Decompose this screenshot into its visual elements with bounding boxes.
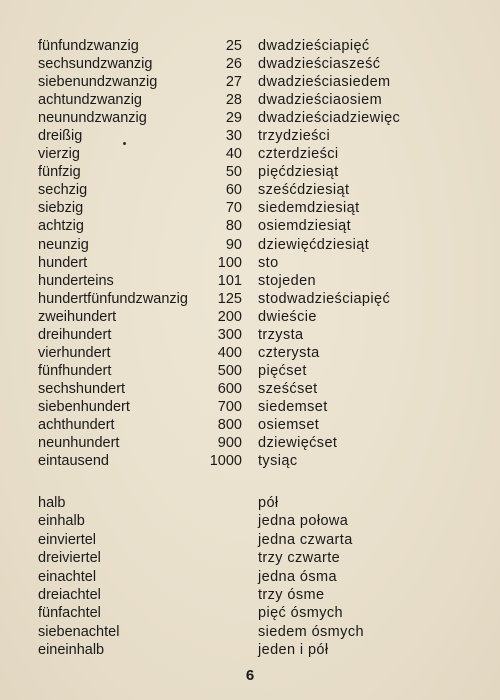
polish-word: czterdzieści <box>258 146 339 163</box>
table-row <box>0 416 500 434</box>
table-row <box>0 254 500 272</box>
table-row <box>0 549 500 567</box>
german-word: einhalb <box>38 513 85 530</box>
polish-word: jedna ósma <box>258 568 337 585</box>
polish-word: siedem ósmych <box>258 623 364 640</box>
polish-word: osiemdziesiąt <box>258 218 352 235</box>
german-word: siebenachtel <box>38 623 120 640</box>
fractions-table <box>0 494 500 660</box>
german-word: achtzig <box>38 218 84 235</box>
german-word: achtundzwanzig <box>38 92 142 109</box>
table-row <box>0 326 500 344</box>
german-word: eineinhalb <box>38 642 105 659</box>
polish-word: stojeden <box>258 272 317 289</box>
table-row <box>0 127 500 145</box>
german-word: dreiviertel <box>38 550 101 567</box>
german-word: sechshundert <box>38 380 126 397</box>
polish-word: dziewięćdziesiąt <box>258 236 370 253</box>
number: 800 <box>217 416 242 433</box>
table-row <box>0 199 500 217</box>
german-word: sechzig <box>38 182 88 199</box>
number: 101 <box>217 272 242 289</box>
german-word: sechsundzwanzig <box>38 56 153 73</box>
german-word: halb <box>38 495 66 511</box>
polish-word: pięćset <box>258 362 307 379</box>
table-row <box>0 362 500 380</box>
table-row <box>0 73 500 91</box>
polish-word: jedna czwarta <box>258 531 353 548</box>
numbers-table <box>0 37 500 470</box>
number: 28 <box>225 92 242 109</box>
german-word: eintausend <box>38 453 109 470</box>
number: 26 <box>225 56 242 73</box>
german-word: neunzig <box>38 236 89 253</box>
number: 300 <box>217 326 242 343</box>
number: 27 <box>225 74 242 91</box>
table-row <box>0 398 500 416</box>
number: 30 <box>225 128 242 145</box>
number: 400 <box>217 344 242 361</box>
polish-word: dwadzieściaosiem <box>258 92 383 109</box>
german-word: fünfundzwanzig <box>38 38 139 54</box>
polish-word: jedna połowa <box>258 513 349 530</box>
number: 125 <box>217 290 242 307</box>
german-word: dreiachtel <box>38 586 101 603</box>
number: 500 <box>217 362 242 379</box>
german-word: einviertel <box>38 531 97 548</box>
table-row <box>0 109 500 127</box>
polish-word: trzydzieści <box>258 128 331 145</box>
table-row <box>0 512 500 530</box>
german-word: dreihundert <box>38 326 112 343</box>
number: 1000 <box>209 453 242 470</box>
polish-word: dwadzieściadziewięc <box>258 110 401 127</box>
german-word: vierhundert <box>38 344 111 361</box>
table-row <box>0 217 500 235</box>
polish-word: pięćdziesiąt <box>258 164 339 181</box>
polish-word: dwadzieściapięć <box>258 38 370 54</box>
polish-word: stodwadzieściapięć <box>258 290 391 307</box>
page-number: 6 <box>245 667 255 684</box>
table-row <box>0 163 500 181</box>
number: 40 <box>225 146 242 163</box>
table-row <box>0 55 500 73</box>
german-word: hundert <box>38 254 88 271</box>
number: 600 <box>217 380 242 397</box>
polish-word: sześćset <box>258 380 318 397</box>
german-word: siebenundzwanzig <box>38 74 158 91</box>
polish-word: czterysta <box>258 344 320 361</box>
number: 50 <box>225 164 242 181</box>
table-row <box>0 641 500 659</box>
table-row <box>0 181 500 199</box>
german-word: neunundzwanzig <box>38 110 147 127</box>
table-row <box>0 604 500 622</box>
polish-word: siedemset <box>258 398 328 415</box>
polish-word: siedemdziesiąt <box>258 200 360 217</box>
number: 80 <box>225 218 242 235</box>
polish-word: tysiąc <box>258 453 298 470</box>
table-row <box>0 272 500 290</box>
table-row <box>0 452 500 470</box>
table-row <box>0 308 500 326</box>
german-word: vierzig <box>38 146 80 163</box>
polish-word: dziewięćset <box>258 435 338 452</box>
german-word: achthundert <box>38 416 115 433</box>
table-row <box>0 236 500 254</box>
number: 700 <box>217 398 242 415</box>
table-row <box>0 568 500 586</box>
german-word: dreißig <box>38 128 83 145</box>
table-row <box>0 344 500 362</box>
table-row <box>0 586 500 604</box>
polish-word: pół <box>258 495 279 511</box>
number: 100 <box>217 254 242 271</box>
table-row <box>0 91 500 109</box>
table-row <box>0 380 500 398</box>
number: 200 <box>217 308 242 325</box>
polish-word: trzysta <box>258 326 304 343</box>
polish-word: dwadzieściasiedem <box>258 74 391 91</box>
polish-word: sto <box>258 254 279 271</box>
number: 90 <box>225 236 242 253</box>
polish-word: jeden i pół <box>258 642 329 659</box>
german-word: hundertfünfundzwanzig <box>38 290 188 307</box>
german-word: neunhundert <box>38 435 120 452</box>
polish-word: pięć ósmych <box>258 605 343 622</box>
german-word: hunderteins <box>38 272 114 289</box>
table-row <box>0 145 500 163</box>
polish-word: dwieście <box>258 308 317 325</box>
german-word: fünfachtel <box>38 605 101 622</box>
table-row <box>0 434 500 452</box>
table-row <box>0 290 500 308</box>
polish-word: dwadzieściasześć <box>258 56 381 73</box>
german-word: siebzig <box>38 200 84 217</box>
table-row <box>0 623 500 641</box>
number: 60 <box>225 182 242 199</box>
number: 29 <box>225 110 242 127</box>
german-word: einachtel <box>38 568 97 585</box>
table-row <box>0 531 500 549</box>
german-word: siebenhundert <box>38 398 130 415</box>
number: 70 <box>225 200 242 217</box>
polish-word: sześćdziesiąt <box>258 182 350 199</box>
polish-word: osiemset <box>258 416 320 433</box>
german-word: zweihundert <box>38 308 117 325</box>
table-row <box>0 37 500 55</box>
number: 900 <box>217 435 242 452</box>
german-word: fünfzig <box>38 164 81 181</box>
number: 25 <box>225 38 242 54</box>
polish-word: trzy ósme <box>258 586 325 603</box>
polish-word: trzy czwarte <box>258 550 341 567</box>
table-row <box>0 494 500 512</box>
german-word: fünfhundert <box>38 362 112 379</box>
